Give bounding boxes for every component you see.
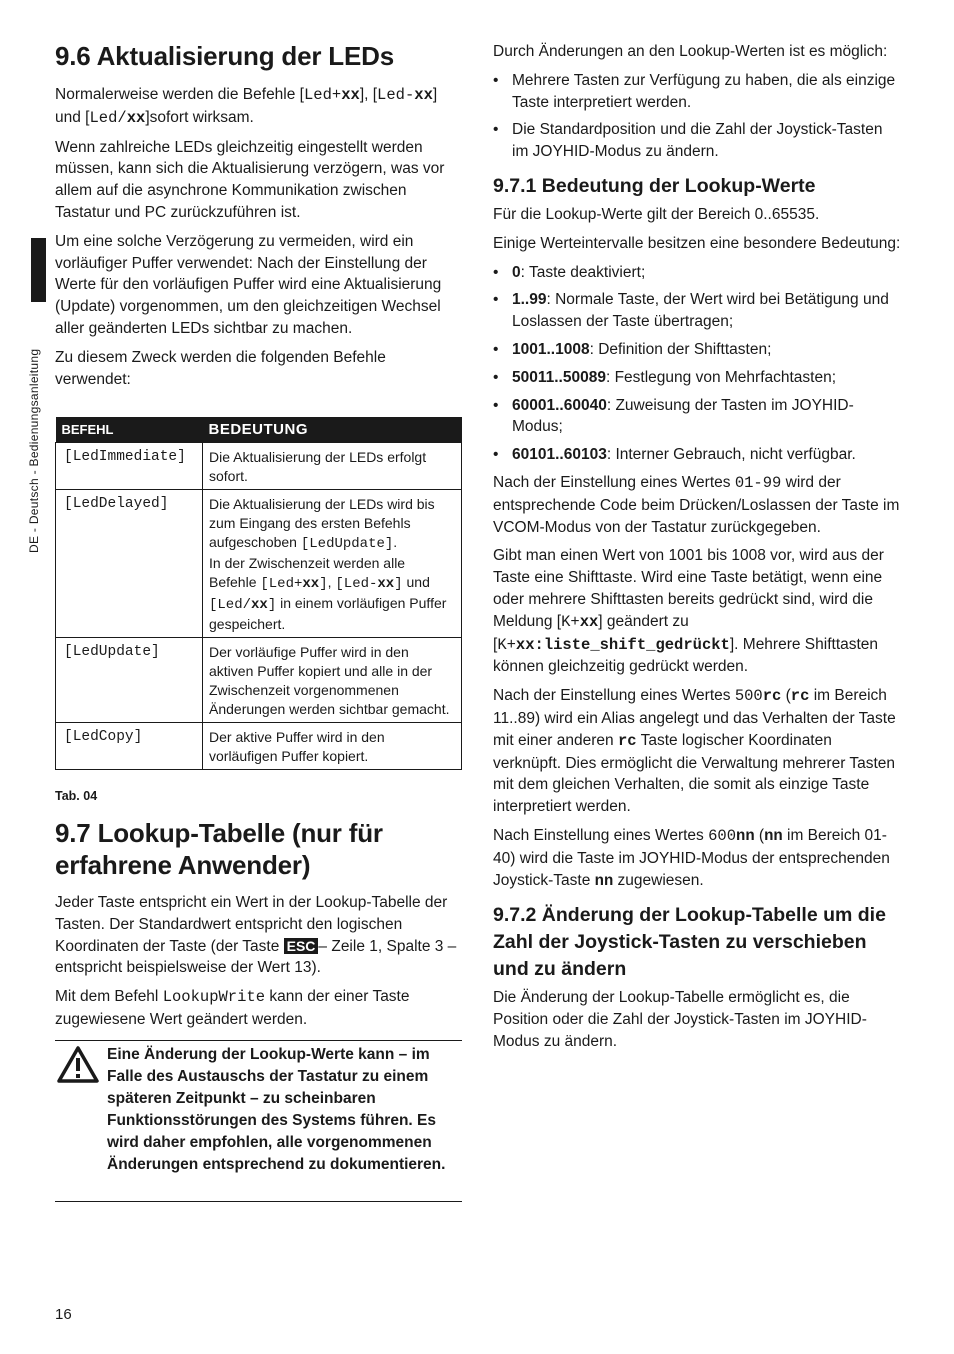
paragraph: Gibt man einen Wert von 1001 bis 1008 vor, wird aus der Taste eine Shifttaste. Wird eine Taste betätigt, wenn eine oder mehrere Shifttasten bereits gedrückt sind, wird die Meldung [K+xx] geändert zu [K+xx:liste_shift_gedrückt]. Mehrere Shifttasten können gleichzeitig gedrückt werden. [493, 547, 884, 676]
list-item: • 60001..60040: Zuweisung der Tasten im JOYHID-Modus; [493, 395, 901, 439]
paragraph: Um eine solche Verzögerung zu vermeiden, wird ein vorläufiger Puffer verwendet: Nach der Einstellung der Werte für den vorläufigen Puffer wird eine Aktualisierung (Update) vorgenommen, um den gleichzeitigen Wechsel aller geänderten LEDs sichtbar zu machen. [55, 232, 442, 337]
paragraph: Zu diesem Zweck werden die folgenden Befehle verwendet: [55, 348, 386, 388]
table-row: [LedImmediate] Die Aktualisierung der LEDs erfolgt sofort. [56, 443, 462, 490]
list-item: • 60101..60103: Interner Gebrauch, nicht verfügbar. [493, 444, 901, 466]
section-9-7-body [55, 892, 462, 1038]
paragraph: Jeder Taste entspricht ein Wert in der Lookup-Tabelle der Tasten. Der Standardwert entspricht den logischen Koordinaten der Taste (der Taste ESC – Zeile 1, Spalte 3 – entspricht beispielsweise der Wert 13). [55, 894, 457, 977]
heading-9-7: 9.7 Lookup-Tabelle (nur für erfahrene Anwender) [55, 818, 383, 880]
paragraph: Normalerweise werden die Befehle [Led+xx], [Led-xx] und [Led/xx]sofort wirksam. [55, 86, 438, 127]
table-row: [LedUpdate] Der vorläufige Puffer wird in den aktiven Puffer kopiert und alle in der Zwischenzeit vorgenommenen Änderungen werden sichtbar gemacht. [56, 638, 462, 723]
heading-9-7-2: 9.7.2 Änderung der Lookup-Tabelle um die Zahl der Joystick-Tasten zu verschieben und zu ändern [493, 904, 886, 981]
paragraph: Mit dem Befehl LookupWrite kann der einer Taste zugewiesene Wert geändert werden. [55, 988, 410, 1028]
column-header-befehl: BEFEHL [56, 417, 203, 443]
column-header-bedeutung: BEDEUTUNG [203, 417, 462, 443]
sidebar-marker [31, 238, 46, 302]
warning-icon [57, 1046, 99, 1084]
heading-9-7-1: 9.7.1 Bedeutung der Lookup-Werte [493, 174, 816, 197]
list-item: • Die Standardposition und die Zahl der Joystick-Tasten im JOYHID-Modus zu ändern. [493, 119, 901, 163]
paragraph: Nach der Einstellung eines Wertes 500rc (rc im Bereich 11..89) wird ein Alias angelegt und das Verhalten der Taste mit einer anderen rc Taste logischer Koordinaten verknüpft. Dies ermöglicht die Verwaltung mehrerer Tasten mit dem gleichen Verhalten, die somit als einzige Taste interpretiert werden. [493, 687, 896, 816]
paragraph: Einige Werteintervalle besitzen eine besondere Bedeutung: [493, 234, 901, 252]
paragraph: Wenn zahlreiche LEDs gleichzeitig eingestellt werden müssen, kann sich die Aktualisierung verzögern, was vor allem auf die asynchrone Kommunikation zwischen Tastatur und PC zurückzuführen ist. [55, 138, 445, 221]
paragraph: Nach Einstellung eines Wertes 600nn (nn im Bereich 01-40) wird die Taste im JOYHID-Modus der entsprechenden Joystick-Taste nn zugewiesen. [493, 826, 890, 890]
heading-9-6: 9.6 Aktualisierung der LEDs [55, 41, 394, 71]
warning-box [55, 1040, 462, 1202]
paragraph: Für die Lookup-Werte gilt der Bereich 0..65535. [493, 205, 820, 223]
list-item: • 1..99: Normale Taste, der Wert wird bei Betätigung und Loslassen der Taste übertragen; [493, 289, 901, 333]
right-column [493, 41, 901, 1060]
table-row: [LedDelayed] Die Aktualisierung der LEDs wird bis zum Eingang des ersten Befehls aufgeschoben [LedUpdate]. In der Zwischenzeit werden alle Befehle [Led+xx], [Led-xx] und [Led/xx] in einem vorläufigen Puffer gespeichert. [56, 490, 462, 638]
list-item: • Mehrere Tasten zur Verfügung zu haben, die als einzige Taste interpretiert werden. [493, 70, 901, 114]
list-item: • 0: Taste deaktiviert; [493, 262, 901, 284]
section-9-6-body [55, 84, 462, 397]
table-row: [LedCopy] Der aktive Puffer wird in den vorläufigen Puffer kopiert. [56, 723, 462, 770]
list-item: • 1001..1008: Definition der Shifttasten; [493, 339, 901, 361]
paragraph: Nach der Einstellung eines Wertes 01-99 wird der entsprechende Code beim Drücken/Loslassen der Taste im VCOM-Modus von der Tastatur zurückgegeben. [493, 473, 900, 536]
table-caption: Tab. 04 [55, 789, 98, 803]
list-item: • 50011..50089: Festlegung von Mehrfachtasten; [493, 367, 901, 389]
paragraph: Die Änderung der Lookup-Tabelle ermöglicht es, die Position oder die Zahl der Joystick-Tasten im JOYHID-Modus zu ändern. [493, 989, 867, 1050]
paragraph: Durch Änderungen an den Lookup-Werten ist es möglich: [493, 43, 888, 60]
sidebar-label: DE - Deutsch - Bedienungsanleitung [27, 348, 41, 553]
esc-key-badge: ESC [284, 938, 319, 954]
page-number: 16 [55, 1306, 72, 1323]
table-header [56, 417, 462, 443]
usage-list [493, 70, 901, 163]
led-command-table [55, 417, 462, 770]
warning-text: Eine Änderung der Lookup-Werte kann – im Falle des Austauschs der Tastatur zu einem späteren Zeitpunkt – zu scheinbaren Funktionsstörungen des Systems führen. Es wird daher empfohlen, alle vorgenommenen Änderungen entsprechend zu dokumentieren. [107, 1046, 446, 1173]
value-range-list [493, 262, 901, 466]
